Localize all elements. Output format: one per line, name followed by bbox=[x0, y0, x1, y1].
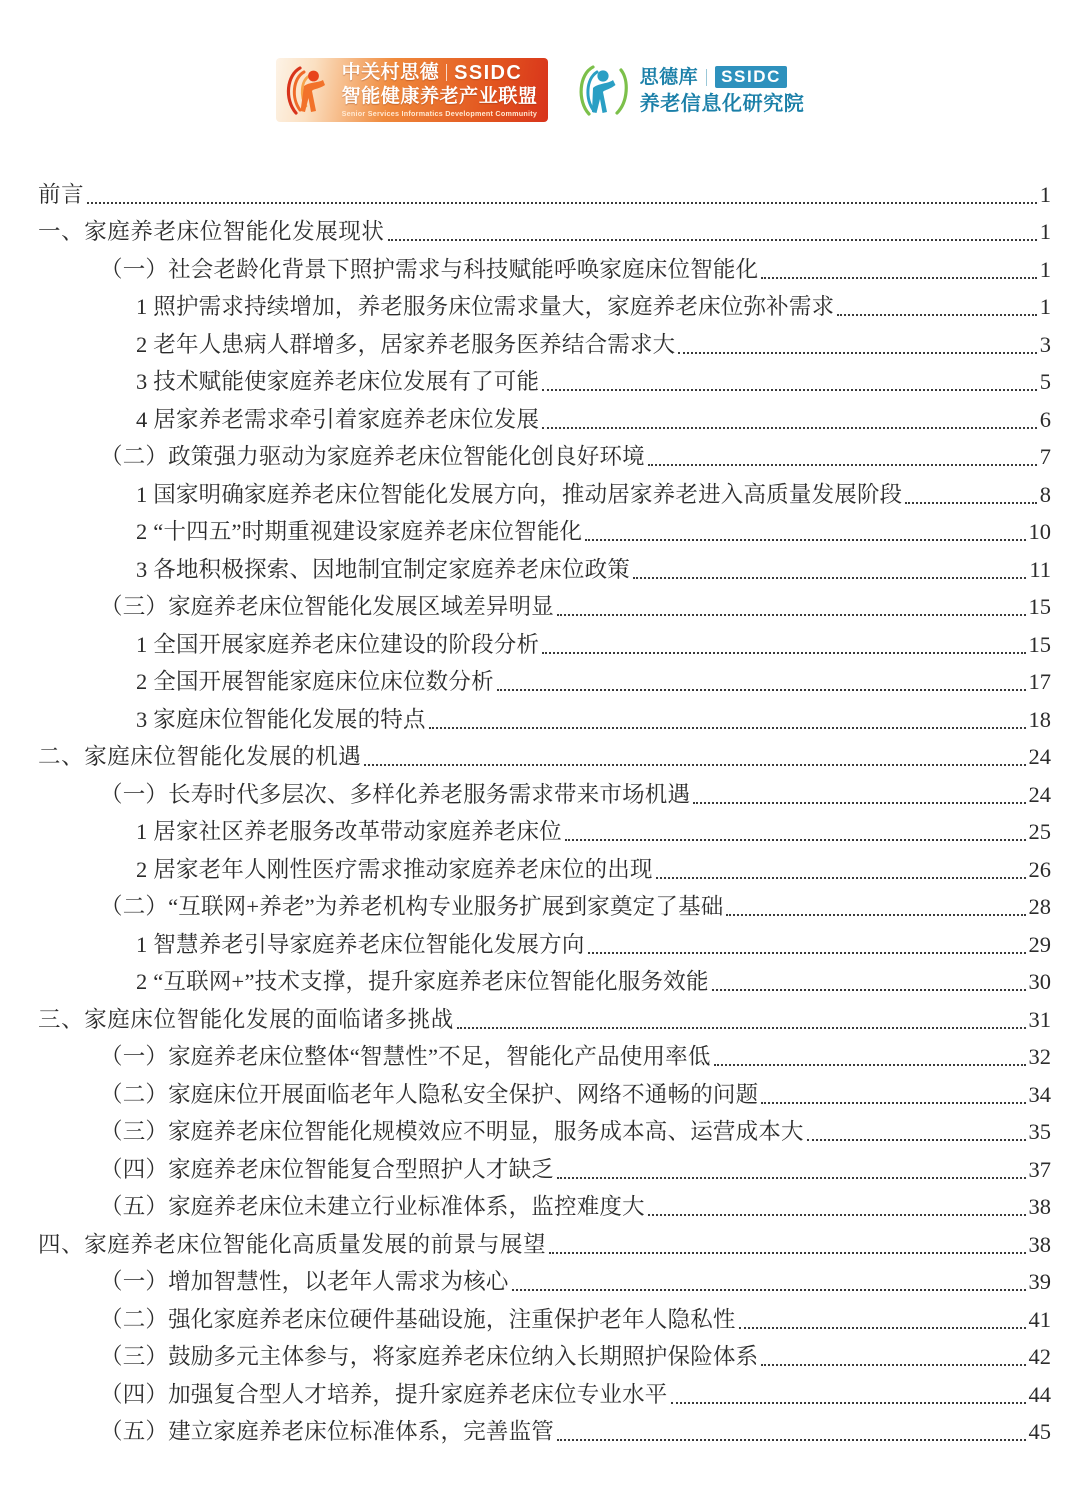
toc-entry[interactable] bbox=[0, 397, 1080, 435]
toc-entry-title: （二）家庭床位开展面临老年人隐私安全保护、网络不通畅的问题 bbox=[100, 1081, 759, 1107]
toc-leader-dots bbox=[542, 409, 1037, 435]
toc-entry[interactable] bbox=[0, 660, 1080, 698]
toc-entry-title: 1 照护需求持续增加，养老服务床位需求量大，家庭养老床位弥补需求 bbox=[136, 294, 835, 319]
toc-entry-title: （一）社会老龄化背景下照护需求与科技赋能呼唤家庭床位智能化 bbox=[100, 256, 759, 282]
toc-entry-title: （一）家庭养老床位整体“智慧性”不足，智能化产品使用率低 bbox=[100, 1044, 711, 1069]
toc-entry-page-number: 44 bbox=[1028, 1381, 1051, 1407]
toc-entry-title: （二）政策强力驱动为家庭养老床位智能化创良好环境 bbox=[100, 444, 645, 469]
toc-entry-title: 二、家庭床位智能化发展的机遇 bbox=[38, 744, 362, 769]
alliance-subtitle-cn: 智能健康养老产业联盟 bbox=[341, 85, 538, 107]
institute-logo-text bbox=[632, 66, 805, 114]
toc-entry-title: 1 全国开展家庭养老床位建设的阶段分析 bbox=[136, 631, 540, 657]
toc-entry-page-number: 5 bbox=[1039, 369, 1051, 394]
toc-entry[interactable] bbox=[0, 847, 1080, 885]
toc-entry[interactable] bbox=[0, 1372, 1080, 1410]
toc-entry-title: （五）建立家庭养老床位标准体系，完善监管 bbox=[100, 1419, 555, 1444]
toc-leader-dots bbox=[712, 971, 1026, 997]
toc-entry[interactable] bbox=[0, 247, 1080, 285]
toc-entry-page-number: 3 bbox=[1039, 331, 1051, 357]
toc-entry[interactable] bbox=[0, 360, 1080, 398]
toc-entry-title: 前言 bbox=[38, 181, 85, 207]
toc-entry-page-number: 7 bbox=[1039, 444, 1051, 469]
toc-leader-dots bbox=[633, 559, 1026, 585]
toc-entry-page-number: 10 bbox=[1028, 519, 1051, 544]
toc-entry[interactable] bbox=[0, 1072, 1080, 1110]
toc-entry[interactable] bbox=[0, 1410, 1080, 1448]
institute-name-en: SSIDC bbox=[715, 66, 787, 88]
toc-entry[interactable] bbox=[0, 435, 1080, 473]
toc-entry-page-number: 38 bbox=[1028, 1231, 1051, 1257]
toc-leader-dots bbox=[761, 259, 1036, 285]
toc-leader-dots bbox=[512, 1271, 1026, 1297]
toc-entry-title: 1 居家社区养老服务改革带动家庭养老床位 bbox=[136, 819, 562, 844]
toc-leader-dots bbox=[726, 896, 1025, 922]
toc-entry-page-number: 1 bbox=[1039, 256, 1051, 282]
toc-entry[interactable] bbox=[0, 547, 1080, 585]
toc-entry-page-number: 24 bbox=[1028, 781, 1051, 807]
toc-entry[interactable] bbox=[0, 510, 1080, 548]
toc-leader-dots bbox=[714, 1046, 1026, 1072]
toc-entry[interactable] bbox=[0, 772, 1080, 810]
toc-entry-title: 3 技术赋能使家庭养老床位发展有了可能 bbox=[136, 369, 540, 394]
toc-leader-dots bbox=[429, 709, 1026, 735]
toc-leader-dots bbox=[693, 784, 1025, 810]
toc-entry-title: 2 全国开展智能家庭床位床位数分析 bbox=[136, 669, 494, 694]
alliance-person-mark-icon bbox=[280, 61, 338, 119]
toc-leader-dots bbox=[648, 446, 1037, 472]
toc-entry-title: （二）“互联网+养老”为养老机构专业服务扩展到家奠定了基础 bbox=[100, 894, 724, 919]
toc-entry[interactable] bbox=[0, 810, 1080, 848]
toc-entry-title: （五）家庭养老床位未建立行业标准体系，监控难度大 bbox=[100, 1194, 645, 1219]
toc-leader-dots bbox=[588, 934, 1026, 960]
toc-leader-dots bbox=[457, 1009, 1026, 1035]
toc-entry-title: （二）强化家庭养老床位硬件基础设施，注重保护老年人隐私性 bbox=[100, 1306, 736, 1332]
toc-entry-title: 1 智慧养老引导家庭养老床位智能化发展方向 bbox=[136, 931, 585, 957]
alliance-tagline-en: Senior Services Informatics Development Community bbox=[341, 108, 538, 118]
toc-entry-title: 3 家庭床位智能化发展的特点 bbox=[136, 706, 426, 732]
toc-entry-title: 2 “互联网+”技术支撑，提升家庭养老床位智能化服务效能 bbox=[136, 969, 709, 994]
toc-entry-title: 2 “十四五”时期重视建设家庭养老床位智能化 bbox=[136, 519, 583, 544]
toc-entry-page-number: 30 bbox=[1028, 969, 1051, 994]
toc-leader-dots bbox=[739, 1309, 1026, 1335]
institute-divider bbox=[706, 69, 707, 86]
institute-subtitle-cn: 养老信息化研究院 bbox=[639, 93, 805, 115]
alliance-logo-text bbox=[338, 63, 538, 117]
toc-entry[interactable] bbox=[0, 472, 1080, 510]
alliance-name-cn: 中关村思德 bbox=[341, 62, 440, 84]
toc-entry-page-number: 8 bbox=[1039, 481, 1051, 507]
toc-leader-dots bbox=[388, 221, 1037, 247]
toc-entry-title: （一）增加智慧性，以老年人需求为核心 bbox=[100, 1269, 509, 1294]
toc-leader-dots bbox=[585, 521, 1025, 547]
logo-ssidc-institute bbox=[574, 58, 805, 122]
toc-entry-title: （四）家庭养老床位智能复合型照护人才缺乏 bbox=[100, 1156, 555, 1182]
toc-leader-dots bbox=[837, 296, 1036, 322]
toc-entry-title: 三、家庭床位智能化发展的面临诸多挑战 bbox=[38, 1006, 454, 1032]
toc-entry-title: （一）长寿时代多层次、多样化养老服务需求带来市场机遇 bbox=[100, 781, 691, 807]
toc-leader-dots bbox=[364, 746, 1025, 772]
institute-name-cn: 思德库 bbox=[639, 66, 699, 88]
toc-entry-title: 四、家庭养老床位智能化高质量发展的前景与展望 bbox=[38, 1231, 547, 1257]
toc-leader-dots bbox=[656, 859, 1026, 885]
toc-entry-title: 4 居家养老需求牵引着家庭养老床位发展 bbox=[136, 406, 540, 432]
toc-entry-page-number: 35 bbox=[1028, 1119, 1051, 1144]
toc-leader-dots bbox=[542, 371, 1037, 397]
toc-leader-dots bbox=[497, 671, 1026, 697]
toc-entry-page-number: 6 bbox=[1039, 406, 1051, 432]
alliance-name-en: SSIDC bbox=[454, 61, 523, 84]
toc-entry-page-number: 15 bbox=[1028, 631, 1051, 657]
toc-entry[interactable] bbox=[0, 210, 1080, 248]
toc-entry[interactable] bbox=[0, 285, 1080, 323]
toc-leader-dots bbox=[557, 1421, 1025, 1447]
toc-leader-dots bbox=[565, 821, 1026, 847]
toc-entry-title: （四）加强复合型人才培养，提升家庭养老床位专业水平 bbox=[100, 1381, 668, 1407]
toc-entry[interactable] bbox=[0, 922, 1080, 960]
toc-leader-dots bbox=[87, 184, 1037, 210]
toc-entry-page-number: 31 bbox=[1028, 1006, 1051, 1032]
toc-entry-page-number: 39 bbox=[1028, 1269, 1051, 1294]
logo-ssidc-alliance bbox=[276, 58, 548, 122]
toc-entry-page-number: 34 bbox=[1028, 1081, 1051, 1107]
toc-entry[interactable] bbox=[0, 1185, 1080, 1223]
toc-leader-dots bbox=[648, 1196, 1026, 1222]
toc-entry[interactable] bbox=[0, 1335, 1080, 1373]
toc-entry-page-number: 15 bbox=[1028, 594, 1051, 619]
toc-entry-title: 2 老年人患病人群增多，居家养老服务医养结合需求大 bbox=[136, 331, 676, 357]
toc-entry-title: 3 各地积极探索、因地制宜制定家庭养老床位政策 bbox=[136, 556, 630, 582]
toc-entry-page-number: 25 bbox=[1028, 819, 1051, 844]
toc-entry[interactable] bbox=[0, 585, 1080, 623]
toc-entry-page-number: 11 bbox=[1029, 556, 1051, 582]
toc-entry[interactable] bbox=[0, 885, 1080, 923]
toc-leader-dots bbox=[905, 484, 1036, 510]
toc-leader-dots bbox=[807, 1121, 1026, 1147]
toc-entry-page-number: 37 bbox=[1028, 1156, 1051, 1182]
toc-entry-title: （三）鼓励多元主体参与，将家庭养老床位纳入长期照护保险体系 bbox=[100, 1344, 759, 1369]
toc-entry[interactable] bbox=[0, 997, 1080, 1035]
header-logo-band bbox=[0, 50, 1080, 130]
toc-entry-page-number: 28 bbox=[1028, 894, 1051, 919]
toc-entry-page-number: 24 bbox=[1028, 744, 1051, 769]
toc-leader-dots bbox=[761, 1346, 1025, 1372]
toc-entry-page-number: 41 bbox=[1028, 1306, 1051, 1332]
toc-entry[interactable] bbox=[0, 322, 1080, 360]
toc-entry-page-number: 1 bbox=[1039, 294, 1051, 319]
toc-leader-dots bbox=[557, 1159, 1025, 1185]
toc-leader-dots bbox=[542, 634, 1025, 660]
toc-entry-page-number: 29 bbox=[1028, 931, 1051, 957]
toc-entry-page-number: 1 bbox=[1039, 181, 1051, 207]
toc-entry-page-number: 45 bbox=[1028, 1419, 1051, 1444]
toc-entry[interactable] bbox=[0, 1035, 1080, 1073]
toc-entry[interactable] bbox=[0, 960, 1080, 998]
toc-leader-dots bbox=[671, 1384, 1026, 1410]
toc-entry[interactable] bbox=[0, 1222, 1080, 1260]
toc-leader-dots bbox=[678, 334, 1036, 360]
toc-entry[interactable] bbox=[0, 1147, 1080, 1185]
toc-entry-title: 一、家庭养老床位智能化发展现状 bbox=[38, 219, 385, 244]
toc-leader-dots bbox=[761, 1084, 1025, 1110]
toc-leader-dots bbox=[557, 596, 1025, 622]
toc-entry[interactable] bbox=[0, 1260, 1080, 1298]
toc-entry-title: （三）家庭养老床位智能化发展区域差异明显 bbox=[100, 594, 555, 619]
alliance-divider bbox=[446, 64, 447, 81]
toc-leader-dots bbox=[549, 1234, 1025, 1260]
toc-entry-page-number: 42 bbox=[1028, 1344, 1051, 1369]
toc-entry[interactable] bbox=[0, 735, 1080, 773]
toc-entry[interactable] bbox=[0, 697, 1080, 735]
toc-entry-title: 1 国家明确家庭养老床位智能化发展方向，推动居家养老进入高质量发展阶段 bbox=[136, 481, 903, 507]
toc-entry-page-number: 38 bbox=[1028, 1194, 1051, 1219]
table-of-contents bbox=[0, 172, 1080, 1447]
toc-entry-title: （三）家庭养老床位智能化规模效应不明显，服务成本高、运营成本大 bbox=[100, 1119, 804, 1144]
toc-entry-page-number: 1 bbox=[1039, 219, 1051, 244]
institute-person-mark-icon bbox=[574, 61, 632, 119]
toc-entry[interactable] bbox=[0, 1297, 1080, 1335]
toc-entry[interactable] bbox=[0, 1110, 1080, 1148]
toc-entry[interactable] bbox=[0, 622, 1080, 660]
toc-entry-page-number: 26 bbox=[1028, 856, 1051, 882]
toc-entry-page-number: 32 bbox=[1028, 1044, 1051, 1069]
toc-entry[interactable] bbox=[0, 172, 1080, 210]
toc-entry-page-number: 17 bbox=[1028, 669, 1051, 694]
toc-entry-page-number: 18 bbox=[1028, 706, 1051, 732]
toc-entry-title: 2 居家老年人刚性医疗需求推动家庭养老床位的出现 bbox=[136, 856, 653, 882]
